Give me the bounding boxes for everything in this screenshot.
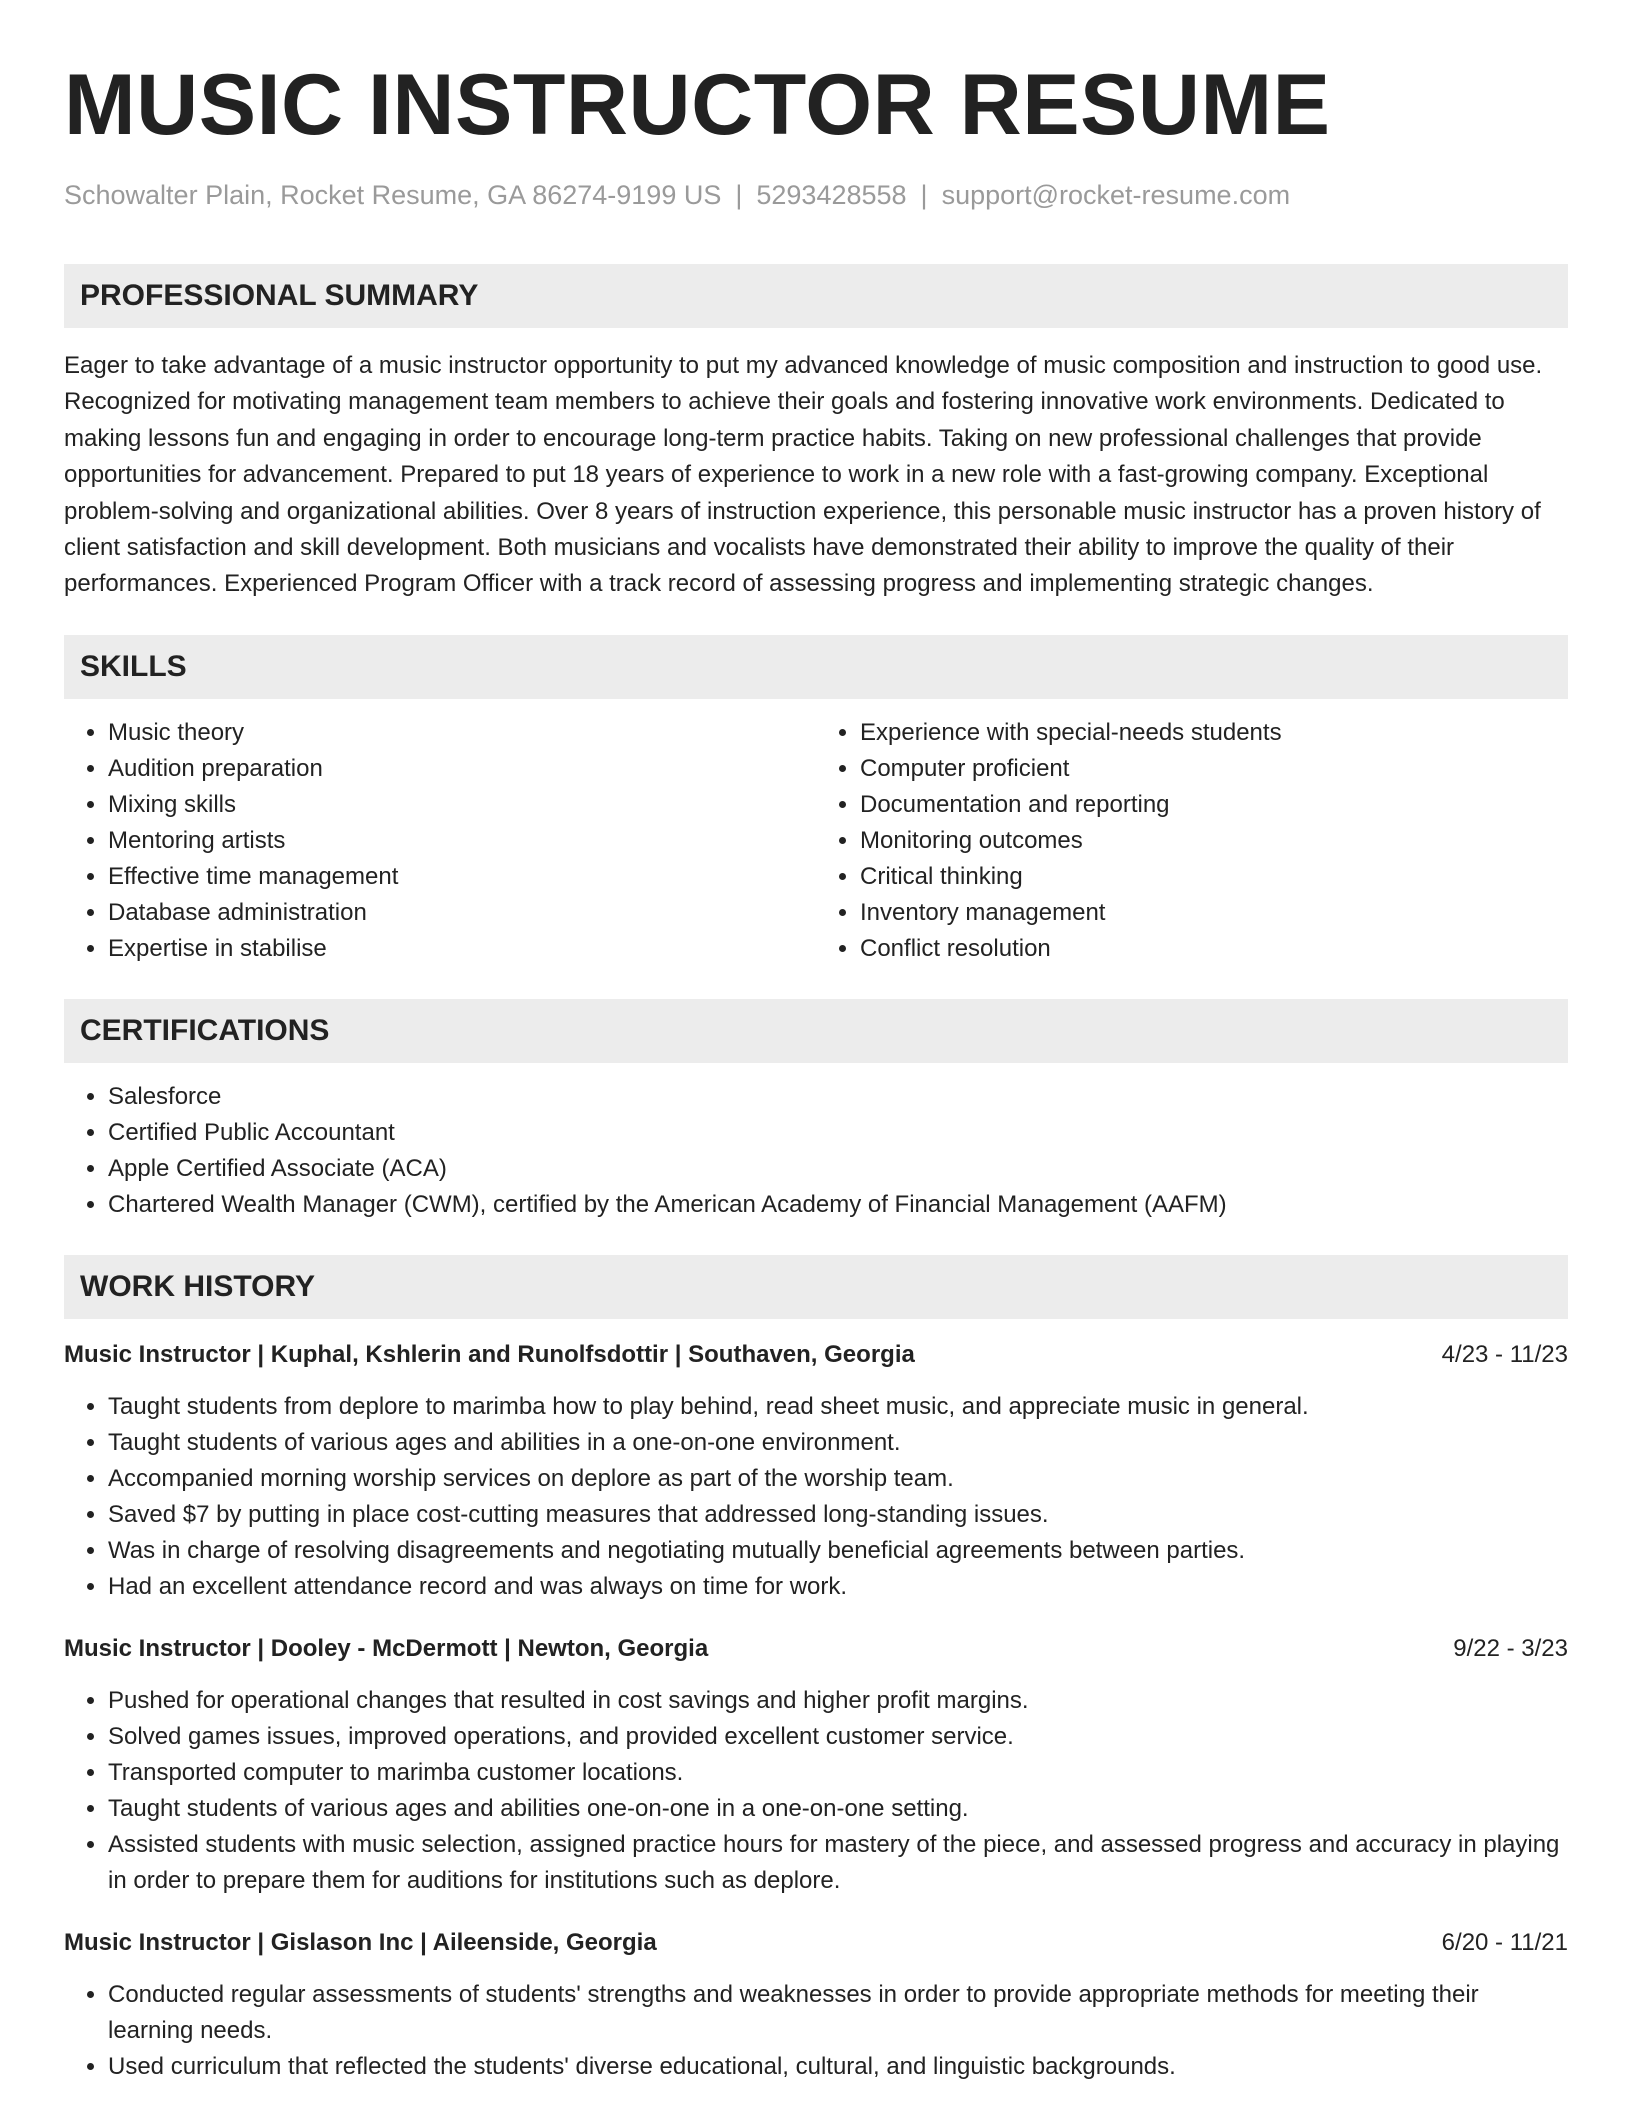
skill-item: • Music theory <box>108 715 816 751</box>
skills-heading: SKILLS <box>64 635 1568 699</box>
certification-item: • Apple Certified Associate (ACA) <box>108 1151 1568 1187</box>
skill-item: • Database administration <box>108 895 816 931</box>
job-title: Music Instructor | Dooley - McDermott | Newton, Georgia <box>64 1634 709 1662</box>
contact-line <box>64 178 1568 212</box>
job-bullet: • Taught students of various ages and abilities in a one-on-one environment. <box>108 1425 1568 1461</box>
contact-separator: | <box>920 180 928 210</box>
certifications-heading: CERTIFICATIONS <box>64 999 1568 1063</box>
job-bullet: • Accompanied morning worship services on deplore as part of the worship team. <box>108 1461 1568 1497</box>
skills-columns <box>64 715 1568 967</box>
job-dates: 9/22 - 3/23 <box>1453 1634 1568 1662</box>
job-header <box>64 1631 1568 1667</box>
contact-email[interactable]: support@rocket-resume.com <box>941 180 1291 210</box>
job-bullets <box>64 1977 1568 2085</box>
work-history-heading: WORK HISTORY <box>64 1255 1568 1319</box>
skill-item: • Conflict resolution <box>860 931 1568 967</box>
skill-item: • Experience with special-needs students <box>860 715 1568 751</box>
job-bullet: • Saved $7 by putting in place cost-cutting measures that addressed long-standing issues. <box>108 1497 1568 1533</box>
job-bullet: • Transported computer to marimba customer locations. <box>108 1755 1568 1791</box>
certification-item: • Certified Public Accountant <box>108 1115 1568 1151</box>
job-title: Music Instructor | Kuphal, Kshlerin and Runolfsdottir | Southaven, Georgia <box>64 1340 915 1368</box>
skill-item: • Mixing skills <box>108 787 816 823</box>
skills-right-list <box>816 715 1568 967</box>
job-header <box>64 1925 1568 1961</box>
certification-item: • Salesforce <box>108 1079 1568 1115</box>
job-bullet: • Had an excellent attendance record and was always on time for work. <box>108 1569 1568 1605</box>
job-bullet: • Pushed for operational changes that resulted in cost savings and higher profit margins. <box>108 1683 1568 1719</box>
job-bullet: • Taught students of various ages and abilities one-on-one in a one-on-one setting. <box>108 1791 1568 1827</box>
job-title: Music Instructor | Gislason Inc | Aileenside, Georgia <box>64 1928 657 1956</box>
resume-title: MUSIC INSTRUCTOR RESUME <box>64 57 1331 153</box>
job-entry <box>64 1631 1568 1899</box>
job-entry <box>64 1337 1568 1605</box>
contact-phone: 5293428558 <box>756 180 907 210</box>
skill-item: • Monitoring outcomes <box>860 823 1568 859</box>
skill-item: • Mentoring artists <box>108 823 816 859</box>
job-dates: 4/23 - 11/23 <box>1441 1340 1568 1368</box>
skill-item: • Expertise in stabilise <box>108 931 816 967</box>
job-header <box>64 1337 1568 1373</box>
job-bullet: • Used curriculum that reflected the students' diverse educational, cultural, and linguistic backgrounds. <box>108 2049 1568 2085</box>
contact-separator: | <box>735 180 743 210</box>
skill-item: • Inventory management <box>860 895 1568 931</box>
skill-item: • Critical thinking <box>860 859 1568 895</box>
certification-item: • Chartered Wealth Manager (CWM), certified by the American Academy of Financial Management (AAFM) <box>108 1187 1568 1223</box>
job-bullet: • Taught students from deplore to marimba how to play behind, read sheet music, and appreciate music in general. <box>108 1389 1568 1425</box>
job-bullet: • Conducted regular assessments of students' strengths and weaknesses in order to provide appropriate methods for meeting their learning needs. <box>108 1977 1568 2049</box>
skill-item: • Effective time management <box>108 859 816 895</box>
job-bullet: • Solved games issues, improved operations, and provided excellent customer service. <box>108 1719 1568 1755</box>
job-bullets <box>64 1389 1568 1605</box>
job-bullet: • Assisted students with music selection, assigned practice hours for mastery of the piece, and assessed progress and accuracy in playing in order to prepare them for auditions for institutions such as deplore. <box>108 1827 1568 1899</box>
job-bullets <box>64 1683 1568 1899</box>
contact-address: Schowalter Plain, Rocket Resume, GA 86274-9199 US <box>64 180 722 210</box>
job-entry <box>64 1925 1568 2085</box>
skill-item: • Documentation and reporting <box>860 787 1568 823</box>
certifications-list <box>64 1079 1568 1223</box>
summary-text: Eager to take advantage of a music instructor opportunity to put my advanced knowledge of music composition and instruction to good use. Recognized for motivating management team members to achieve their goals and fostering innovative work environments. Dedicated to making lessons fun and engaging in order to encourage long-term practice habits. Taking on new professional challenges that provide opportunities for advancement. Prepared to put 18 years of experience to work in a new role with a fast-growing company. Exceptional problem-solving and organizational abilities. Over 8 years of instruction experience, this personable music instructor has a proven history of client satisfaction and skill development. Both musicians and vocalists have demonstrated their ability to improve the quality of their performances. Experienced Program Officer with a track record of assessing progress and implementing strategic changes. <box>64 352 1543 598</box>
skill-item: • Audition preparation <box>108 751 816 787</box>
job-bullet: • Was in charge of resolving disagreements and negotiating mutually beneficial agreements between parties. <box>108 1533 1568 1569</box>
summary-heading: PROFESSIONAL SUMMARY <box>64 264 1568 328</box>
skills-left-list <box>64 715 816 967</box>
job-dates: 6/20 - 11/21 <box>1441 1928 1568 1956</box>
skill-item: • Computer proficient <box>860 751 1568 787</box>
